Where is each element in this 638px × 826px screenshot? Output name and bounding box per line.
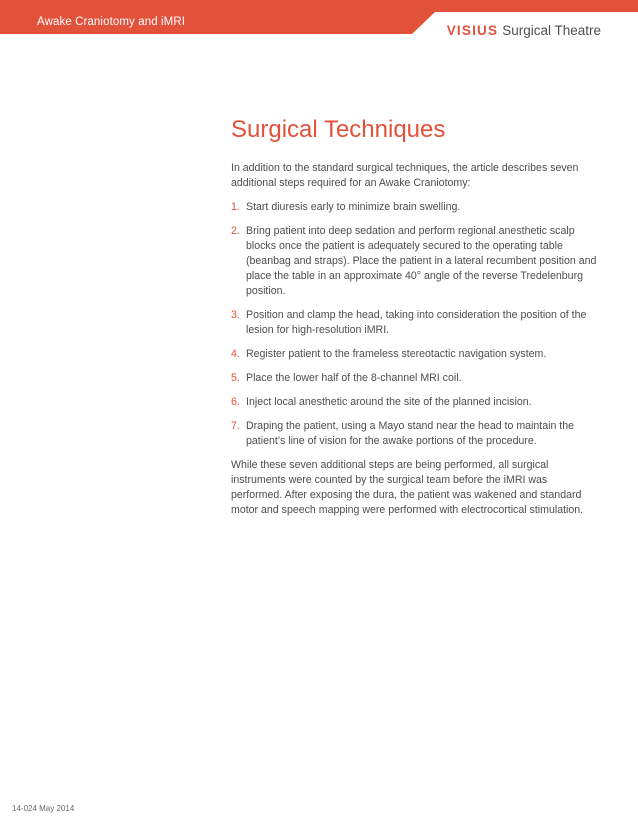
document-title: Awake Craniotomy and iMRI: [37, 16, 186, 28]
step-number: 5.: [231, 372, 240, 384]
step-text: Position and clamp the head, taking into consideration the position of the lesion for high-resolution iMRI.: [246, 309, 587, 336]
main-content: [231, 116, 597, 527]
step-number: 6.: [231, 396, 240, 408]
step-number: 7.: [231, 420, 240, 432]
header-banner: [0, 0, 638, 38]
list-item: [231, 395, 597, 410]
section-title: Surgical Techniques: [231, 116, 446, 143]
list-item: [231, 371, 597, 386]
list-item: [231, 347, 597, 362]
list-item: [231, 224, 597, 299]
step-text: Bring patient into deep sedation and perform regional anesthetic scalp blocks once the patient is adequately secured to the operating table (beanbag and straps). Place the patient in a lateral recumbent position and place the table in an approximate 40° angle of the reverse Tredelenburg position.: [246, 225, 597, 297]
step-text: Place the lower half of the 8-channel MRI coil.: [246, 372, 462, 384]
step-number: 4.: [231, 348, 240, 360]
closing-paragraph: While these seven additional steps are being performed, all surgical instruments were counted by the surgical team before the iMRI was performed. After exposing the dura, the patient was wakened and standard motor and speech mapping were performed with electrocortical stimulation.: [231, 459, 584, 516]
list-item: [231, 419, 597, 449]
step-number: 2.: [231, 225, 240, 237]
footer-doc-id: 14-024 May 2014: [12, 804, 75, 813]
step-text: Start diuresis early to minimize brain swelling.: [246, 201, 461, 213]
list-item: [231, 308, 597, 338]
list-item: [231, 200, 597, 215]
brand-mark: VISIUS: [446, 23, 499, 38]
brand-name: Surgical Theatre: [502, 23, 601, 38]
step-number: 3.: [231, 309, 240, 321]
step-number: 1.: [231, 201, 240, 213]
step-text: Register patient to the frameless stereotactic navigation system.: [246, 348, 547, 360]
steps-list: [231, 200, 597, 449]
step-text: Inject local anesthetic around the site of the planned incision.: [246, 396, 532, 408]
intro-paragraph: In addition to the standard surgical techniques, the article describes seven additional steps required for an Awake Craniotomy:: [231, 162, 579, 189]
step-text: Draping the patient, using a Mayo stand near the head to maintain the patient’s line of vision for the awake portions of the procedure.: [246, 420, 575, 447]
brand-logo: [447, 23, 601, 38]
